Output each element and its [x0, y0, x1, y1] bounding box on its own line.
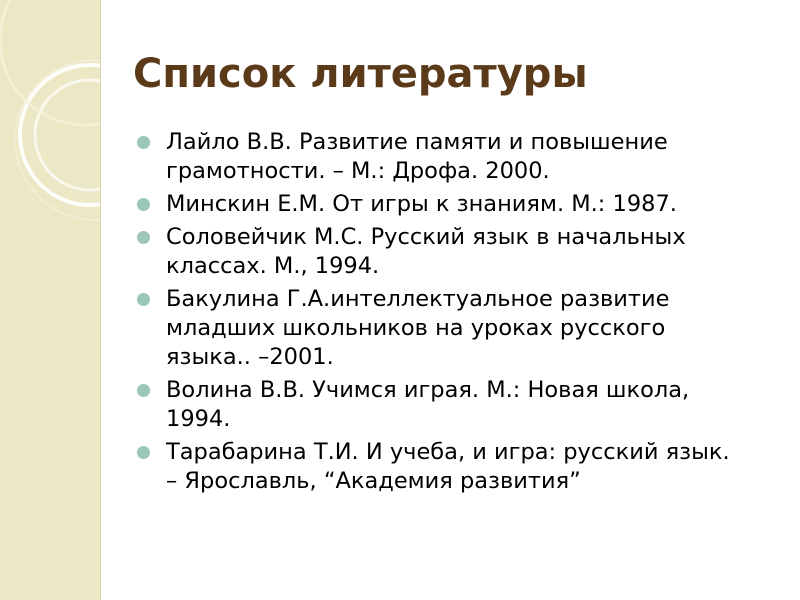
reference-text-line: Волина В.В. Учимся играя. М.: Новая школа,	[166, 377, 690, 403]
reference-text-line: языка.. –2001.	[166, 344, 334, 370]
bullet-icon	[137, 136, 150, 149]
reference-text-line: Тарабарина Т.И. И учеба, и игра: русский язык.	[166, 439, 730, 465]
reference-item-3	[137, 223, 787, 281]
bullet-icon	[137, 293, 150, 306]
bullet-icon	[137, 446, 150, 459]
reference-item-5	[137, 376, 787, 434]
reference-text-line: грамотности. – М.: Дрофа. 2000.	[166, 158, 550, 184]
reference-text-line: Лайло В.В. Развитие памяти и повышение	[166, 129, 668, 155]
reference-text-line: младших школьников на уроках русского	[166, 315, 666, 341]
reference-text-line: 1994.	[166, 406, 231, 432]
bullet-icon	[137, 231, 150, 244]
slide-title: Список литературы	[133, 51, 588, 97]
side-decor-panel	[0, 0, 100, 600]
bullet-icon	[137, 198, 150, 211]
side-divider	[100, 0, 101, 600]
concentric-circles-decoration	[0, 0, 100, 600]
reference-text-line: классах. М., 1994.	[166, 253, 380, 279]
reference-item-4	[137, 285, 787, 372]
reference-list	[137, 128, 787, 500]
bullet-icon	[137, 384, 150, 397]
reference-text-line: Минскин Е.М. От игры к знаниям. М.: 1987.	[166, 191, 677, 217]
reference-text-line: Бакулина Г.А.интеллектуальное развитие	[166, 286, 670, 312]
reference-text-line: Соловейчик М.С. Русский язык в начальных	[166, 224, 686, 250]
reference-item-1	[137, 128, 787, 186]
reference-item-6	[137, 438, 787, 496]
reference-item-2	[137, 190, 787, 219]
reference-text-line: – Ярославль, “Академия развития”	[166, 468, 581, 494]
